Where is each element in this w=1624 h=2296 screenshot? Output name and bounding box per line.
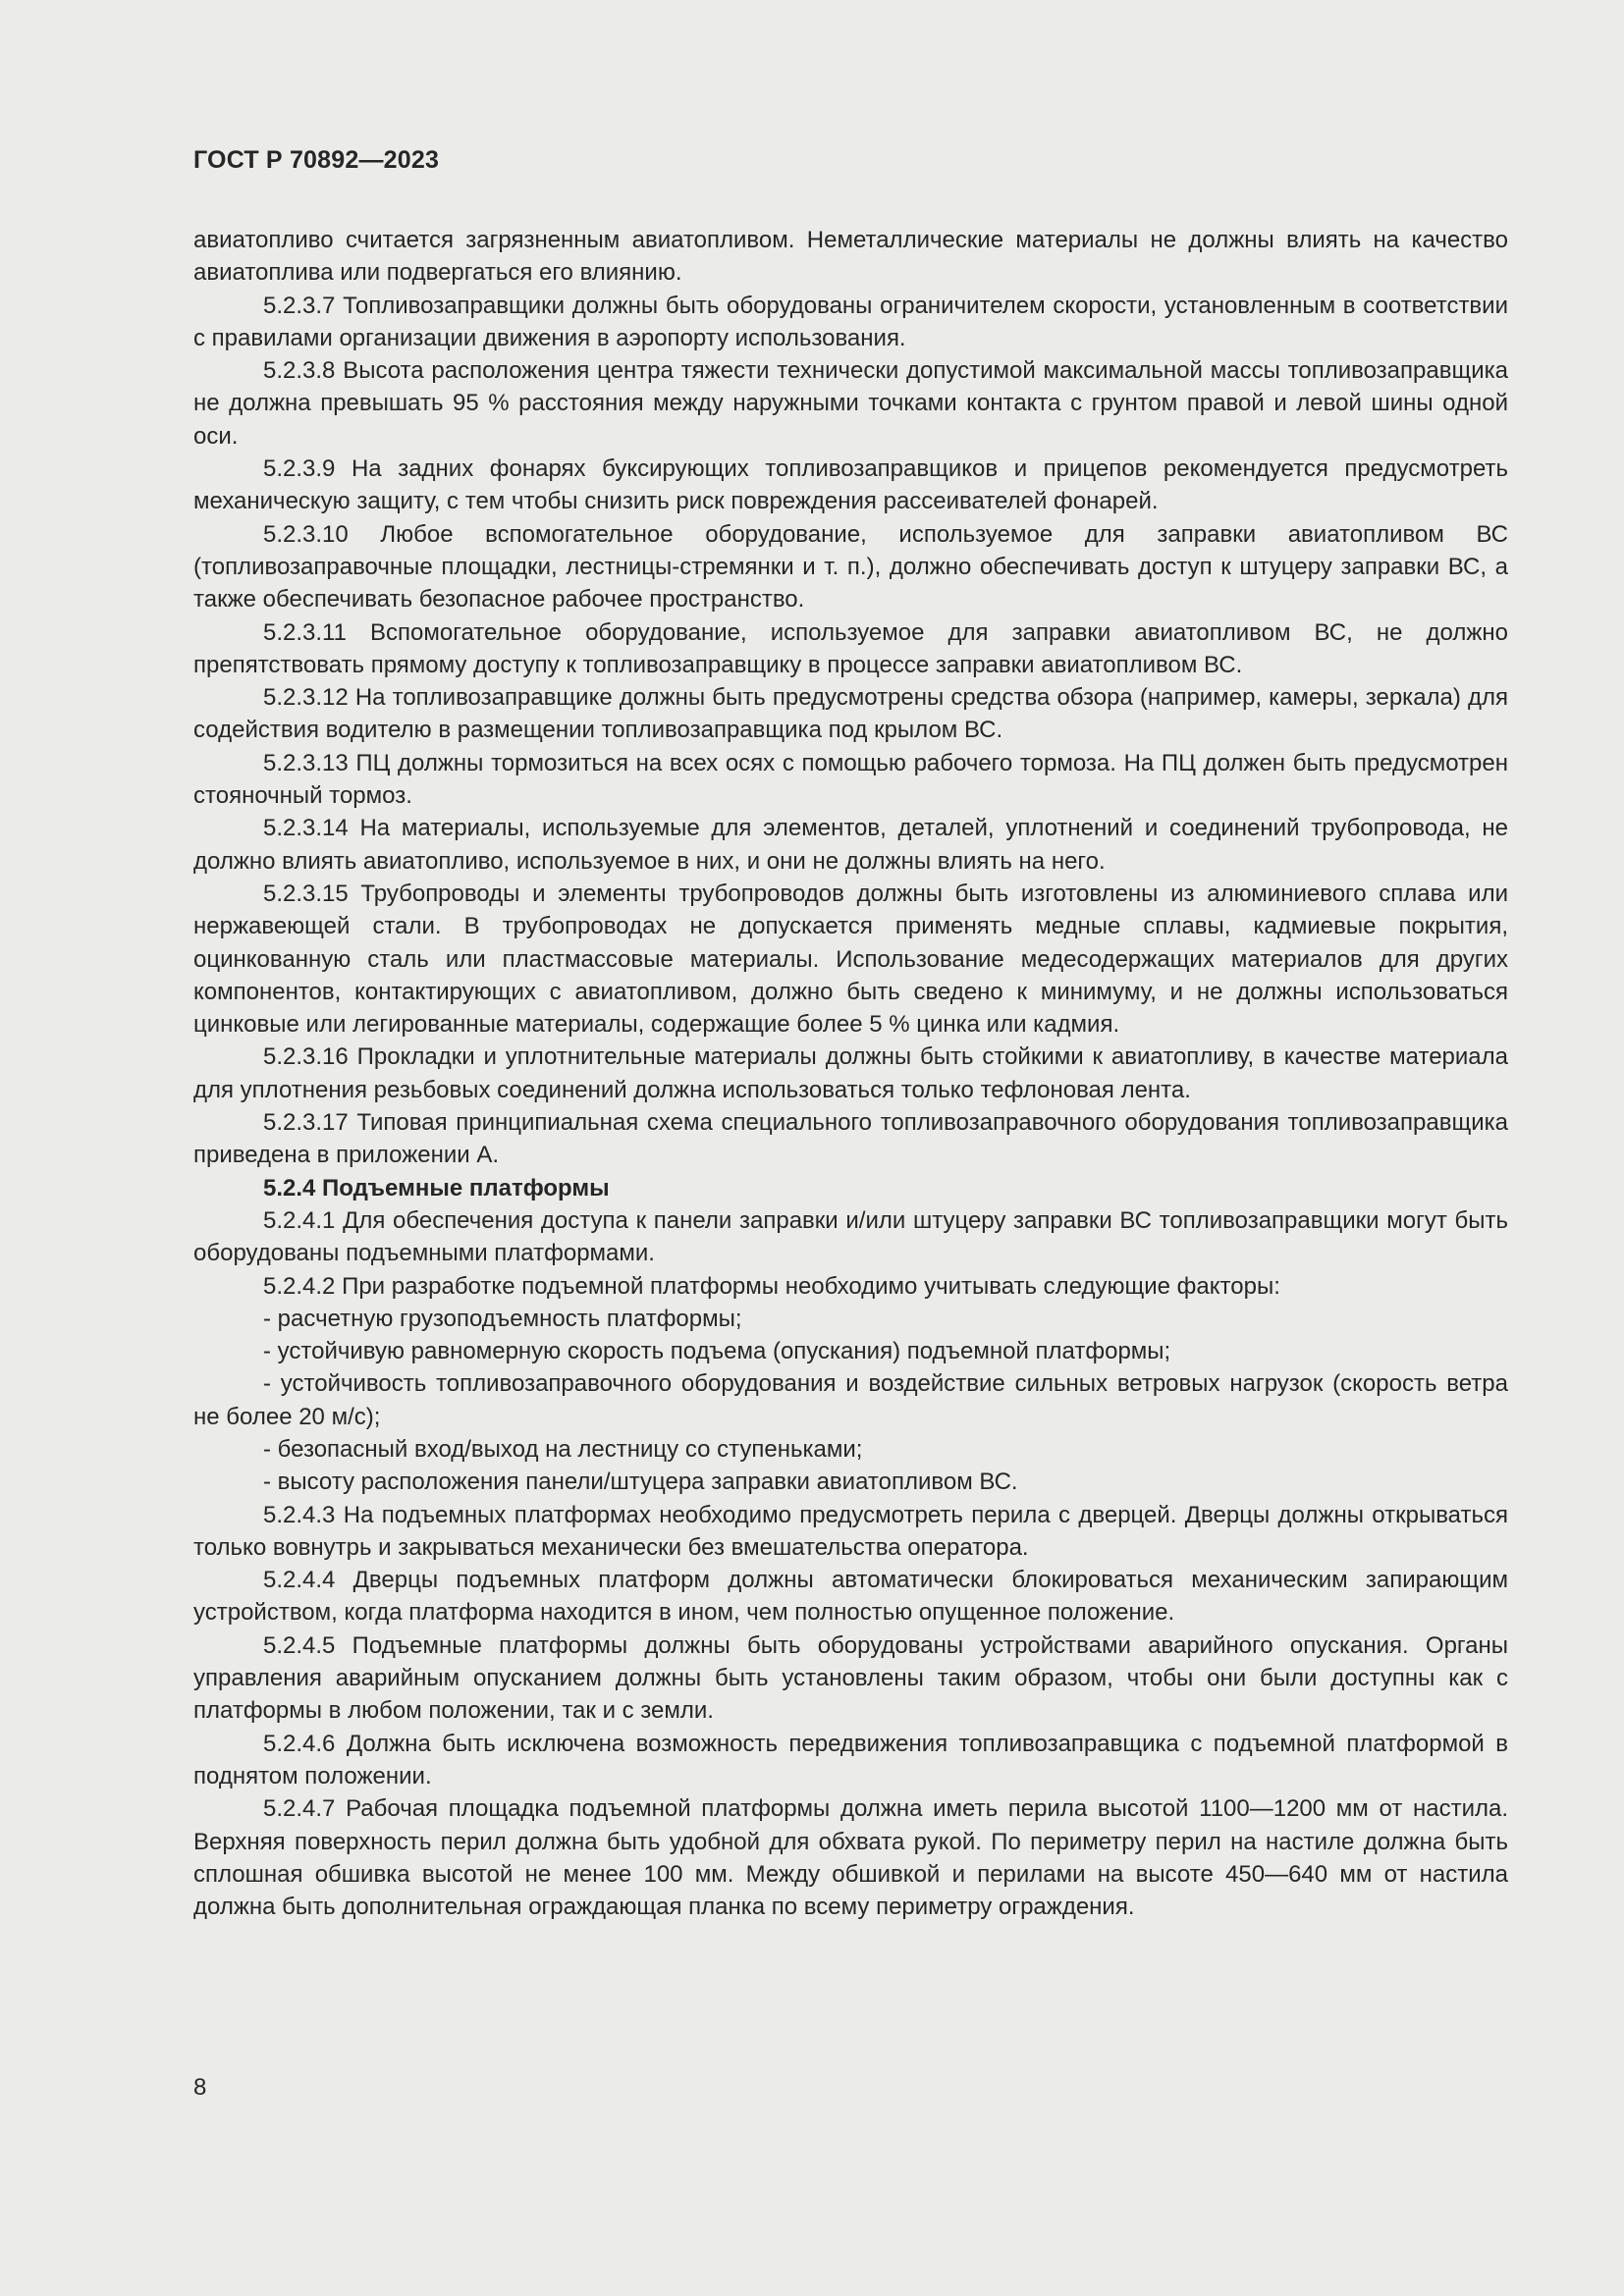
list-item: - высоту расположения панели/штуцера заправки авиатопливом ВС.	[263, 1468, 1018, 1496]
paragraph-5-2-3-12: 5.2.3.12 На топливозаправщике должны быть предусмотрены средства обзора (например, камеры, зеркала) для содействия водителю в размещении топливозаправщика под крылом ВС.	[193, 684, 1508, 744]
paragraph-5-2-4-3: 5.2.4.3 На подъемных платформах необходимо предусмотреть перила с дверцей. Дверцы должны открываться только вовнутрь и закрываться механически без вмешательства оператора.	[193, 1501, 1508, 1561]
section-heading-5-2-4: 5.2.4 Подъемные платформы	[263, 1174, 610, 1201]
paragraph-5-2-3-15: 5.2.3.15 Трубопроводы и элементы трубопроводов должны быть изготовлены из алюминиевого сплава или нержавеющей стали. В трубопроводах не допускается применять медные сплавы, кадмиевые покрытия, оцинкованную сталь или пластмассовые материалы. Использование медесодержащих материалов для других компонентов, контактирующих с авиатопливом, должно быть сведено к минимуму, и не должны использоваться цинковые или легированные материалы, содержащие более 5 % цинка или кадмия.	[193, 880, 1508, 1039]
paragraph-5-2-3-10: 5.2.3.10 Любое вспомогательное оборудование, используемое для заправки авиатопливом ВС (топливозаправочные площадки, лестницы-стремянки и т. п.), должно обеспечивать доступ к штуцеру заправки ВС, а также обеспечивать безопасное рабочее пространство.	[193, 520, 1508, 614]
document-header: ГОСТ Р 70892—2023	[193, 146, 440, 174]
paragraph-5-2-4-4: 5.2.4.4 Дверцы подъемных платформ должны автоматически блокироваться механическим запирающим устройством, когда платформа находится в ином, чем полностью опущенное положение.	[193, 1567, 1508, 1627]
paragraph-5-2-3-17: 5.2.3.17 Типовая принципиальная схема специального топливозаправочного оборудования топливозаправщика приведена в приложении А.	[193, 1109, 1508, 1169]
paragraph-5-2-4-2: 5.2.4.2 При разработке подъемной платформы необходимо учитывать следующие факторы:	[263, 1272, 1280, 1300]
paragraph-5-2-3-11: 5.2.3.11 Вспомогательное оборудование, используемое для заправки авиатопливом ВС, не должно препятствовать прямому доступу к топливозаправщику в процессе заправки авиатопливом ВС.	[193, 618, 1508, 678]
paragraph-5-2-3-13: 5.2.3.13 ПЦ должны тормозиться на всех осях с помощью рабочего тормоза. На ПЦ должен быть предусмотрен стояночный тормоз.	[193, 749, 1508, 810]
paragraph-5-2-4-6: 5.2.4.6 Должна быть исключена возможность передвижения топливозаправщика с подъемной платформой в поднятом положении.	[193, 1730, 1508, 1789]
document-body	[193, 224, 1508, 1923]
paragraph-5-2-4-1: 5.2.4.1 Для обеспечения доступа к панели заправки и/или штуцеру заправки ВС топливозаправщики могут быть оборудованы подъемными платформами.	[193, 1206, 1508, 1267]
page-number: 8	[193, 2074, 207, 2101]
paragraph-5-2-3-14: 5.2.3.14 На материалы, используемые для элементов, деталей, уплотнений и соединений трубопровода, не должно влиять авиатопливо, используемое в них, и они не должны влиять на него.	[193, 815, 1508, 875]
paragraph-5-2-4-5: 5.2.4.5 Подъемные платформы должны быть оборудованы устройствами аварийного опускания. Органы управления аварийным опусканием должны быть установлены таким образом, чтобы они были доступны как с платформы в любом положении, так и с земли.	[193, 1631, 1508, 1725]
list-item: - безопасный вход/выход на лестницу со ступеньками;	[263, 1435, 863, 1463]
paragraph-5-2-3-8: 5.2.3.8 Высота расположения центра тяжести технически допустимой максимальной массы топливозаправщика не должна превышать 95 % расстояния между наружными точками контакта с грунтом правой и левой шины одной оси.	[193, 357, 1508, 450]
list-item: - устойчивость топливозаправочного оборудования и воздействие сильных ветровых нагрузок (скорость ветра не более 20 м/с);	[193, 1370, 1508, 1430]
paragraph-5-2-4-7: 5.2.4.7 Рабочая площадка подъемной платформы должна иметь перила высотой 1100—1200 мм от настила. Верхняя поверхность перил должна быть удобной для обхвата рукой. По периметру перил на настиле должна быть сплошная обшивка высотой не менее 100 мм. Между обшивкой и перилами на высоте 450—640 мм от настила должна быть дополнительная ограждающая планка по всему периметру ограждения.	[193, 1795, 1508, 1921]
paragraph-5-2-3-7: 5.2.3.7 Топливозаправщики должны быть оборудованы ограничителем скорости, установленным в соответствии с правилами организации движения в аэропорту использования.	[193, 292, 1508, 351]
list-item: - расчетную грузоподъемность платформы;	[263, 1305, 742, 1332]
paragraph-continuation: авиатопливо считается загрязненным авиатопливом. Неметаллические материалы не должны влиять на качество авиатоплива или подвергаться его влиянию.	[193, 227, 1508, 287]
list-item: - устойчивую равномерную скорость подъема (опускания) подъемной платформы;	[263, 1338, 1171, 1365]
paragraph-5-2-3-16: 5.2.3.16 Прокладки и уплотнительные материалы должны быть стойкими к авиатопливу, в качестве материала для уплотнения резьбовых соединений должна использоваться только тефлоновая лента.	[193, 1043, 1508, 1103]
paragraph-5-2-3-9: 5.2.3.9 На задних фонарях буксирующих топливозаправщиков и прицепов рекомендуется предусмотреть механическую защиту, с тем чтобы снизить риск повреждения рассеивателей фонарей.	[193, 455, 1508, 515]
